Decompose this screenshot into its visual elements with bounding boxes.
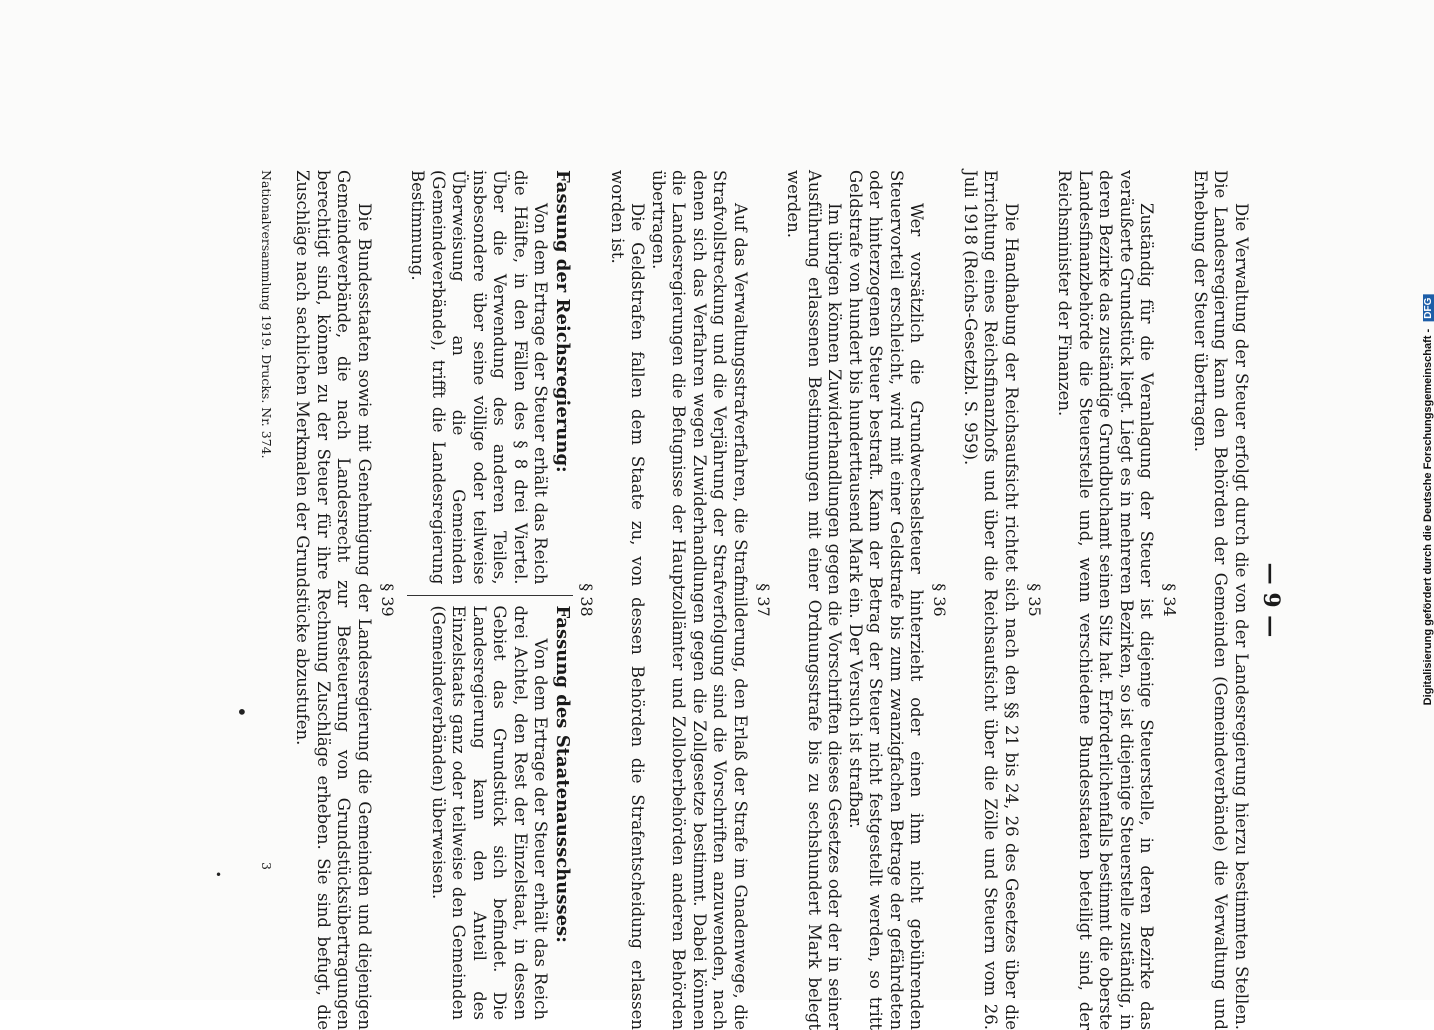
reichsregierung-column — [407, 170, 574, 596]
section-37-text-1: Auf das Verwaltungsstrafverfahren, die Strafmilderung, den Erlaß der Strafe im Gnadenwege, die Strafvollstreckung und die Verjährung der Strafverfolgung sind die Vorschriften anzuwenden, nach denen sich das Verfahren wegen Zuwiderhandlungen gegen die Zollgesetze bestimmt. Dabei können die Landesregierungen die Befugnisse der Hauptzollämter und Zolloberbehörden anderen Behörden übertragen. — [648, 170, 751, 1030]
section-38-columns — [407, 170, 574, 1030]
intro-paragraph: Die Verwaltung der Steuer erfolgt durch die von der Landesregierung hierzu bestimmten Stellen. Die Landesregierung kann den Behörden der Gemeinden (Gemeindeverbände) die Verwaltung und Erhebung der Steuer übertragen. — [1190, 170, 1252, 1030]
footer-signature-mark: 3 — [259, 862, 274, 870]
section-35-text: Die Handhabung der Reichsaufsicht richtet sich nach den §§ 21 bis 24, 26 des Gesetzes über die Errichtung eines Reichsfinanzhofs und über die Reichsaufsicht über die Zölle und Steuern vom 26. Juli 1918 (Reichs-Gesetzbl. S. 959). — [960, 170, 1022, 1030]
document-page — [141, 170, 1291, 1030]
staatenausschuss-text: Von dem Ertrage der Steuer erhält das Reich drei Achtel, den Rest der Einzelstaat, in dessen Gebiet das Grundstück sich befindet. Die Landesregierung kann den Anteil des Einzelstaats ganz oder teilweise den Gemeinden (Gemeindeverbänden) überweisen. — [428, 606, 551, 1021]
footer-print-reference: Nationalversammlung 1919. Drucks. Nr. 374. — [259, 170, 274, 459]
staatenausschuss-title: Fassung des Staatenausschusses: — [553, 606, 574, 1021]
staatenausschuss-column — [407, 596, 574, 1030]
reichsregierung-text: Von dem Ertrage der Steuer erhält das Reich die Hälfte, in den Fällen des § 8 drei Viertel. Über die Verwendung des anderen Teiles, insbesondere über seine völlige oder teilweise Überweisung an die Gemeinden (Gemeindeverbände), trifft die Landesregierung Bestimmung. — [407, 170, 551, 585]
reichsregierung-title: Fassung der Reichsregierung: — [553, 170, 574, 585]
dfg-logo: DFG — [1423, 295, 1434, 322]
section-36-text-1: Wer vorsätzlich die Grundwechselsteuer hinterzieht oder einen ihm nicht gebührenden Steuervorteil erschleicht, wird mit einer Geldstrafe bis zum zwanzigfachen Betrage der gefährdeten oder hinterzogenen Steuer bestraft. Kann der Betrag der Steuer nicht festgestellt werden, so tritt Geldstrafe von hundert bis hunderttausend Mark ein. Der Versuch ist strafbar. — [845, 170, 927, 1030]
scan-speck: • — [236, 700, 248, 724]
section-39-heading: § 39 — [378, 170, 397, 1030]
section-39-text: Die Bundesstaaten sowie mit Genehmigung der Landesregierung die Gemeinden und diejenigen Gemeindeverbände, die nach Landesrecht zur Besteuerung von Grundstücksübertragungen berechtigt sind, können zu der Steuer für ihre Rechnung Zuschläge erheben. Sie sind befugt, die Zuschläge nach sachlichen Merkmalen der Grundstücke abzustufen. — [292, 170, 374, 1030]
funding-note-text: Digitalisierung gefördert durch die Deutsche Forschungsgemeinschaft - — [1422, 329, 1434, 706]
section-34-heading: § 34 — [1161, 170, 1180, 1030]
page-number: — 9 — — [1251, 170, 1291, 1030]
section-34-text: Zuständig für die Veranlagung der Steuer ist diejenige Steuerstelle, in deren Bezirke das veräußerte Grundstück liegt. Liegt es in mehreren Bezirken, so ist diejenige Steuerstelle zuständig, in deren Bezirke das zuständige Grundbuchamt seinen Sitz hat. Erforderlichenfalls bestimmt die oberste Landesfinanzbehörde die Steuerstelle und, wenn verschiedene Bundesstaaten beteiligt sind, der Reichsminister der Finanzen. — [1054, 170, 1157, 1030]
section-36-text-2: Im übrigen können Zuwiderhandlungen gegen die Vorschriften dieses Gesetzes oder der in seiner Ausführung erlassenen Bestimmungen mit einer Ordnungsstrafe bis zu sechshundert Mark belegt werden. — [783, 170, 845, 1030]
section-35-heading: § 35 — [1025, 170, 1044, 1030]
page-footer — [259, 170, 274, 1030]
section-36-heading: § 36 — [931, 170, 950, 1030]
section-37-text-2: Die Geldstrafen fallen dem Staate zu, von dessen Behörden die Strafentscheidung erlassen worden ist. — [607, 170, 648, 1030]
section-38-heading: § 38 — [578, 170, 597, 1030]
scan-speck: • — [215, 868, 222, 882]
section-37-heading: § 37 — [754, 170, 773, 1030]
